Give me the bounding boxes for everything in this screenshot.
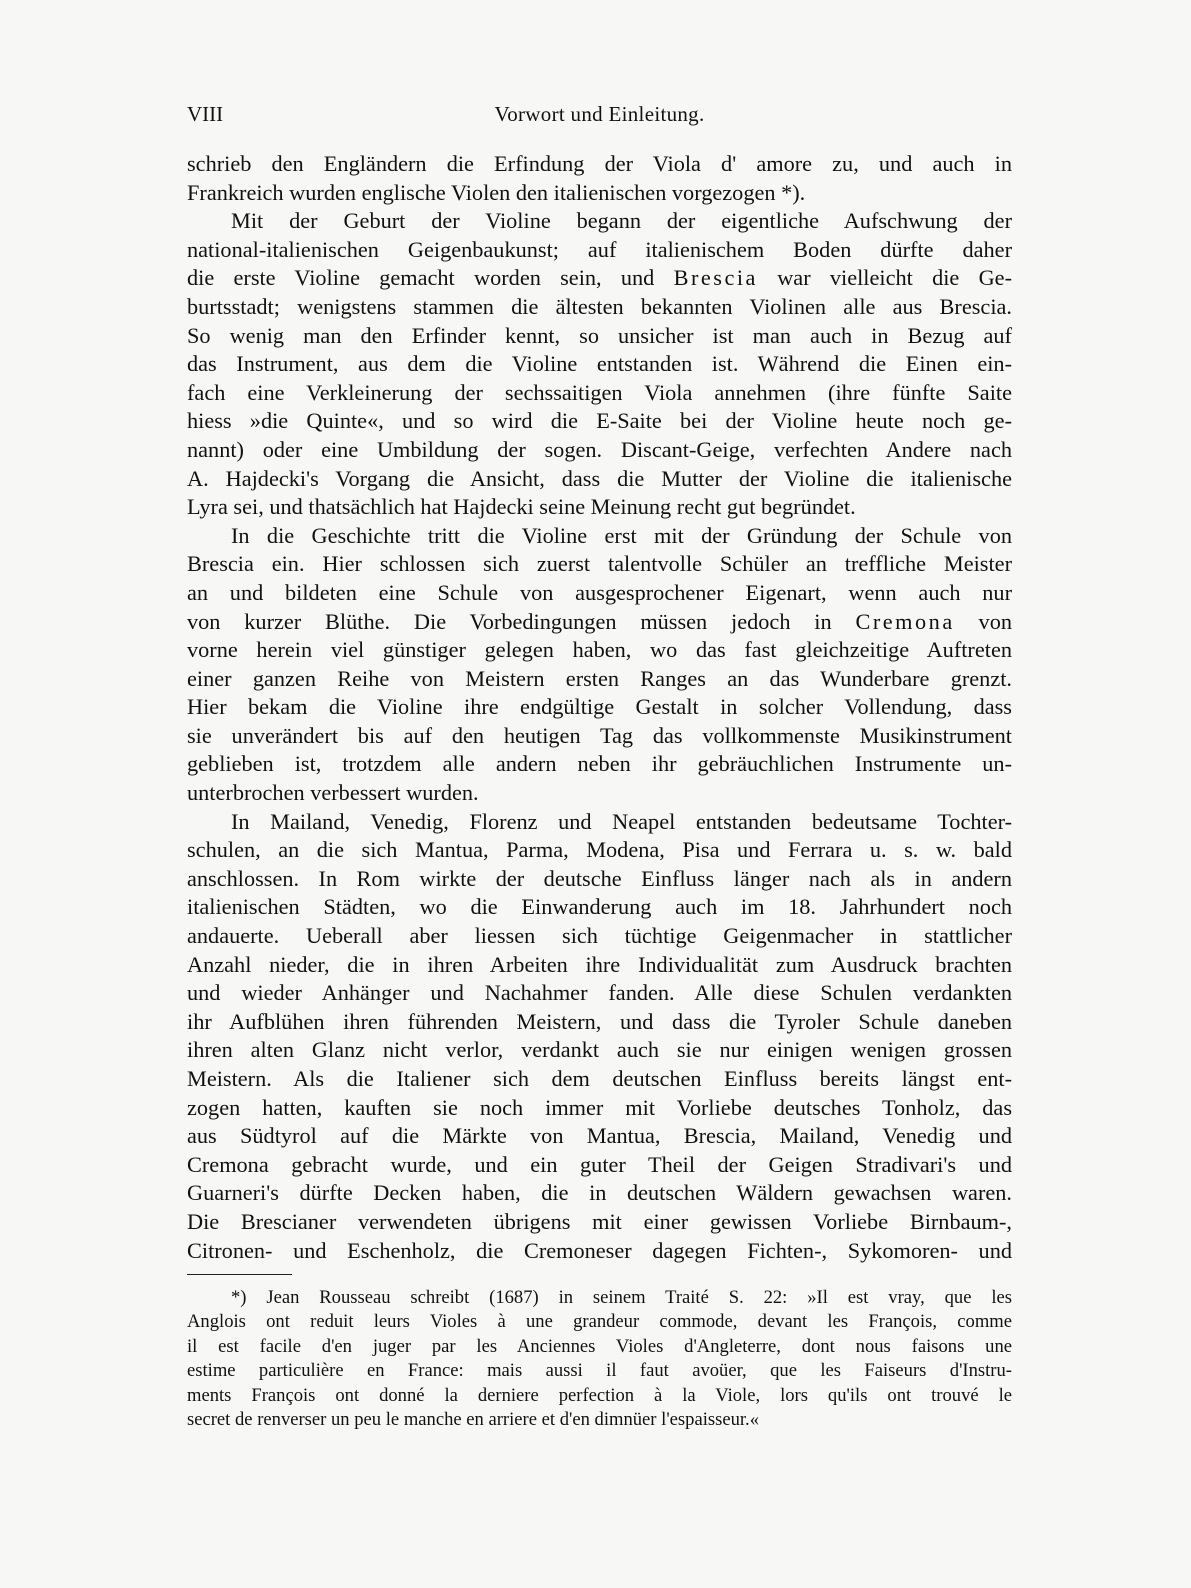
text-line: zogen hatten, kauften sie noch immer mit Vorliebe deutsches Tonholz, das bbox=[187, 1094, 1012, 1120]
text-line: sie unverändert bis auf den heutigen Tag das vollkommenste Musikinstrument bbox=[187, 722, 1012, 748]
text-line: ihr Aufblühen ihren führenden Meistern, und dass die Tyroler Schule daneben bbox=[187, 1008, 1012, 1034]
text-line: So wenig man den Erfinder kennt, so unsicher ist man auch in Bezug auf bbox=[187, 322, 1012, 348]
text-line: Citronen- und Eschenholz, die Cremoneser dagegen Fichten-, Sykomoren- und bbox=[187, 1237, 1012, 1263]
footnote-line: Anglois ont reduit leurs Violes à une grandeur commode, devant les François, comme bbox=[187, 1311, 1012, 1333]
text-line: das Instrument, aus dem die Violine entstanden ist. Während die Einen ein- bbox=[187, 351, 1012, 377]
text-line: national-italienischen Geigenbaukunst; auf italienischem Boden dürfte daher bbox=[187, 236, 1012, 262]
text-line: Anzahl nieder, die in ihren Arbeiten ihre Individualität zum Ausdruck brachten bbox=[187, 951, 1012, 977]
footnote-line: il est facile d'en juger par les Anciennes Violes d'Angleterre, dont nous faisons une bbox=[187, 1335, 1012, 1357]
footnote-line: estime particulière en France: mais aussi il faut avoüer, que les Faiseurs d'Instru- bbox=[187, 1360, 1012, 1382]
emphasized-word: Cremona bbox=[855, 608, 955, 634]
page-number: VIII bbox=[187, 102, 224, 126]
text-line: andauerte. Ueberall aber liessen sich tüchtige Geigenmacher in stattlicher bbox=[187, 923, 1012, 949]
text-line: ihren alten Glanz nicht verlor, verdankt auch sie nur einigen wenigen grossen bbox=[187, 1037, 1012, 1063]
running-title: Vorwort und Einleitung. bbox=[494, 102, 705, 126]
text-line: vorne herein viel günstiger gelegen haben, wo das fast gleichzeitige Auftreten bbox=[187, 637, 1012, 663]
text-line: schulen, an die sich Mantua, Parma, Modena, Pisa und Ferrara u. s. w. bald bbox=[187, 837, 1012, 863]
text-line: schrieb den Engländern die Erfindung der Viola d' amore zu, und auch in bbox=[187, 151, 1012, 176]
text-line: Brescia ein. Hier schlossen sich zuerst talentvolle Schüler an treffliche Meister bbox=[187, 551, 1012, 577]
emphasized-word: Brescia bbox=[673, 265, 758, 291]
text-line: einer ganzen Reihe von Meistern ersten Ranges an das Wunderbare grenzt. bbox=[187, 665, 1012, 691]
text-line: Guarneri's dürfte Decken haben, die in deutschen Wäldern gewachsen waren. bbox=[187, 1180, 1012, 1206]
text-line: an und bildeten eine Schule von ausgesprochener Eigenart, wenn auch nur bbox=[187, 579, 1012, 605]
text-line: Hier bekam die Violine ihre endgültige Gestalt in solcher Vollendung, dass bbox=[187, 694, 1012, 720]
text-line: die erste Violine gemacht worden sein, und Brescia war vielleicht die Ge- bbox=[187, 265, 1012, 291]
text-line: aus Südtyrol auf die Märkte von Mantua, Brescia, Mailand, Venedig und bbox=[187, 1123, 1012, 1149]
footnote-line: secret de renverser un peu le manche en arriere et d'en dimnüer l'espaisseur.« bbox=[187, 1408, 760, 1430]
footnote-separator bbox=[187, 1274, 292, 1275]
text-line: und wieder Anhänger und Nachahmer fanden. Alle diese Schulen verdankten bbox=[187, 980, 1012, 1006]
text-line: Mit der Geburt der Violine begann der eigentliche Aufschwung der bbox=[231, 208, 1012, 234]
text-line: In die Geschichte tritt die Violine erst mit der Gründung der Schule von bbox=[231, 522, 1012, 548]
body-text bbox=[187, 150, 1012, 1265]
text-line: von kurzer Blüthe. Die Vorbedingungen müssen jedoch in Cremona von bbox=[187, 608, 1012, 634]
text-line: Lyra sei, und thatsächlich hat Hajdecki seine Meinung recht gut begründet. bbox=[187, 494, 856, 520]
text-line: burtsstadt; wenigstens stammen die ältesten bekannten Violinen alle aus Brescia. bbox=[187, 293, 1012, 319]
text-line: fach eine Verkleinerung der sechssaitigen Viola annehmen (ihre fünfte Saite bbox=[187, 379, 1012, 405]
text-line: In Mailand, Venedig, Florenz und Neapel entstanden bedeutsame Tochter- bbox=[231, 808, 1012, 834]
text-line: hiess »die Quinte«, und so wird die E-Saite bei der Violine heute noch ge- bbox=[187, 408, 1012, 434]
text-line: italienischen Städten, wo die Einwanderung auch im 18. Jahrhundert noch bbox=[187, 894, 1012, 920]
text-line: anschlossen. In Rom wirkte der deutsche Einfluss länger nach als in andern bbox=[187, 865, 1012, 891]
text-line: A. Hajdecki's Vorgang die Ansicht, dass die Mutter der Violine die italienische bbox=[187, 465, 1012, 491]
text-line: Meistern. Als die Italiener sich dem deutschen Einfluss bereits längst ent- bbox=[187, 1066, 1012, 1091]
footnote-line: ments François ont donné la derniere perfection à la Viole, lors qu'ils ont trouvé le bbox=[187, 1384, 1012, 1406]
footnotes bbox=[187, 1286, 1012, 1432]
text-line: nannt) oder eine Umbildung der sogen. Discant-Geige, verfechten Andere nach bbox=[187, 436, 1012, 462]
text-line: unterbrochen verbessert wurden. bbox=[187, 780, 479, 806]
text-line: geblieben ist, trotzdem alle andern neben ihr gebräuchlichen Instrumente un- bbox=[187, 751, 1012, 777]
text-line: Die Brescianer verwendeten übrigens mit einer gewissen Vorliebe Birnbaum-, bbox=[187, 1208, 1012, 1234]
text-line: Frankreich wurden englische Violen den italienischen vorgezogen *). bbox=[187, 179, 806, 205]
footnote-line: *) Jean Rousseau schreibt (1687) in seinem Traité S. 22: »Il est vray, que les bbox=[231, 1287, 1012, 1308]
text-line: Cremona gebracht wurde, und ein guter Theil der Geigen Stradivari's und bbox=[187, 1151, 1012, 1177]
running-header bbox=[187, 102, 1012, 132]
